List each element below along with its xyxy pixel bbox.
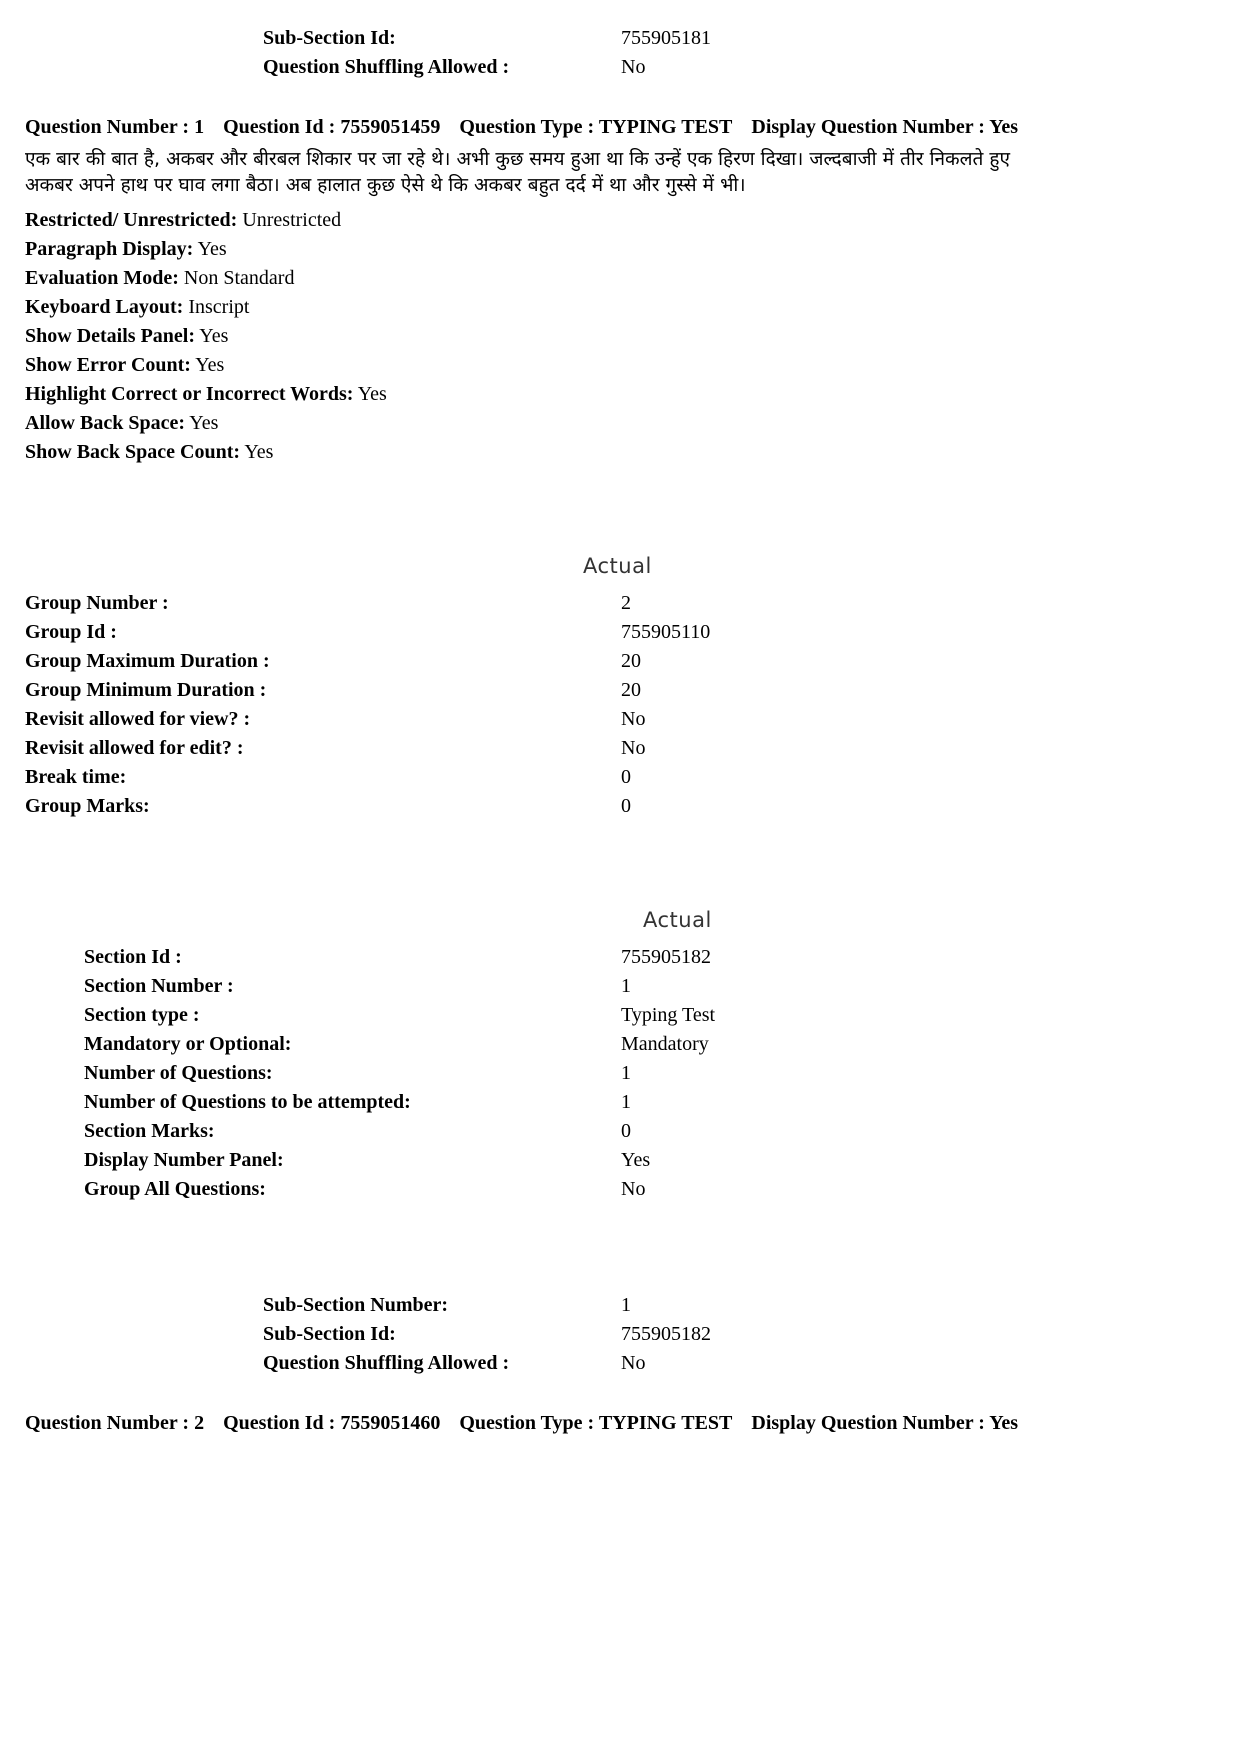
section-row (0, 1001, 1240, 1030)
group-row (0, 647, 1240, 676)
question-type: Question Type : TYPING TEST (459, 1412, 733, 1434)
setting-label: Show Details Panel: (25, 325, 195, 347)
field-label: Sub-Section Number: (263, 1294, 449, 1316)
field-value: No (621, 1352, 646, 1374)
group-row (0, 618, 1240, 647)
passage-line: एक बार की बात है, अकबर और बीरबल शिकार पर जा रहे थे। अभी कुछ समय हुआ था कि उन्हें एक हिरण दिखा। जल्दबाजी में तीर निकलते हुए (25, 148, 1010, 170)
field-value: 20 (621, 650, 641, 672)
question-1-passage (25, 146, 1175, 198)
field-value: 755905110 (621, 621, 711, 643)
group-row (0, 676, 1240, 705)
setting-row (25, 264, 294, 293)
field-label: Display Number Panel: (84, 1149, 284, 1171)
setting-value: Yes (357, 383, 387, 405)
setting-row (25, 293, 249, 322)
setting-value: Yes (199, 325, 229, 347)
field-label: Section Number : (84, 975, 234, 997)
setting-row (25, 409, 218, 438)
section-row (0, 1117, 1240, 1146)
display-question-number: Display Question Number : Yes (751, 116, 1019, 138)
field-label: Section Id : (84, 946, 182, 968)
setting-label: Evaluation Mode: (25, 267, 179, 289)
setting-row (25, 322, 228, 351)
field-label: Group All Questions: (84, 1178, 266, 1200)
field-label: Group Minimum Duration : (25, 679, 267, 701)
setting-value: Yes (195, 354, 225, 376)
display-question-number: Display Question Number : Yes (751, 1412, 1019, 1434)
field-label: Group Id : (25, 621, 117, 643)
field-value: 1 (621, 1294, 631, 1316)
field-label: Mandatory or Optional: (84, 1033, 292, 1055)
setting-value: Non Standard (183, 267, 295, 289)
field-value: 755905182 (621, 1323, 711, 1345)
setting-label: Paragraph Display: (25, 238, 194, 260)
question-type: Question Type : TYPING TEST (459, 116, 733, 138)
field-value: No (621, 737, 646, 759)
field-label: Question Shuffling Allowed : (263, 56, 510, 78)
field-value: 20 (621, 679, 641, 701)
setting-label: Allow Back Space: (25, 412, 185, 434)
setting-label: Highlight Correct or Incorrect Words: (25, 383, 354, 405)
field-value: 1 (621, 975, 631, 997)
field-value: 1 (621, 1062, 631, 1084)
question-number: Question Number : 1 (25, 116, 205, 138)
question-number: Question Number : 2 (25, 1412, 205, 1434)
group-row (0, 763, 1240, 792)
setting-row (25, 380, 387, 409)
field-value: No (621, 56, 646, 78)
section-row (0, 1088, 1240, 1117)
field-value: 1 (621, 1091, 631, 1113)
setting-row (25, 206, 341, 235)
field-value: 0 (621, 1120, 631, 1142)
field-label: Revisit allowed for edit? : (25, 737, 244, 759)
passage-line: अकबर अपने हाथ पर घाव लगा बैठा। अब हालात कुछ ऐसे थे कि अकबर बहुत दर्द में था और गुस्से में भी। (25, 174, 746, 196)
setting-value: Yes (189, 412, 219, 434)
group-row (0, 792, 1240, 821)
setting-row (25, 438, 273, 467)
field-value: 0 (621, 795, 631, 817)
group-row (0, 705, 1240, 734)
setting-label: Restricted/ Unrestricted: (25, 209, 238, 231)
field-label: Section type : (84, 1004, 200, 1026)
field-value: No (621, 708, 646, 730)
question-id: Question Id : 7559051459 (223, 116, 441, 138)
field-label: Revisit allowed for view? : (25, 708, 251, 730)
field-label: Sub-Section Id: (263, 1323, 396, 1345)
field-value: No (621, 1178, 646, 1200)
field-label: Section Marks: (84, 1120, 215, 1142)
group-heading: Actual (583, 554, 652, 578)
subsection-row (0, 1320, 1240, 1349)
field-label: Group Maximum Duration : (25, 650, 270, 672)
field-value: 755905182 (621, 946, 711, 968)
setting-row (25, 235, 227, 264)
setting-value: Yes (244, 441, 274, 463)
group-row (0, 734, 1240, 763)
question-2-header (25, 1412, 1032, 1435)
field-value: 2 (621, 592, 631, 614)
field-label: Number of Questions to be attempted: (84, 1091, 411, 1113)
setting-label: Show Back Space Count: (25, 441, 241, 463)
field-value: 0 (621, 766, 631, 788)
group-row (0, 589, 1240, 618)
section-row (0, 943, 1240, 972)
subsection-id-row (0, 24, 1240, 53)
field-value: Yes (621, 1149, 651, 1171)
setting-label: Show Error Count: (25, 354, 191, 376)
setting-value: Unrestricted (242, 209, 342, 231)
field-label: Group Number : (25, 592, 169, 614)
field-value: 755905181 (621, 27, 711, 49)
section-heading: Actual (643, 908, 712, 932)
section-row (0, 972, 1240, 1001)
section-row (0, 1146, 1240, 1175)
question-shuffling-row (0, 53, 1240, 82)
field-label: Sub-Section Id: (263, 27, 396, 49)
section-row (0, 1175, 1240, 1204)
field-label: Group Marks: (25, 795, 150, 817)
field-label: Question Shuffling Allowed : (263, 1352, 510, 1374)
setting-label: Keyboard Layout: (25, 296, 184, 318)
section-row (0, 1059, 1240, 1088)
field-value: Mandatory (621, 1033, 709, 1055)
field-value: Typing Test (621, 1004, 716, 1026)
setting-value: Yes (197, 238, 227, 260)
question-1-header (25, 116, 1032, 139)
subsection-row (0, 1349, 1240, 1378)
subsection-row (0, 1291, 1240, 1320)
field-label: Number of Questions: (84, 1062, 273, 1084)
setting-value: Inscript (188, 296, 250, 318)
question-id: Question Id : 7559051460 (223, 1412, 441, 1434)
setting-row (25, 351, 224, 380)
section-row (0, 1030, 1240, 1059)
field-label: Break time: (25, 766, 127, 788)
